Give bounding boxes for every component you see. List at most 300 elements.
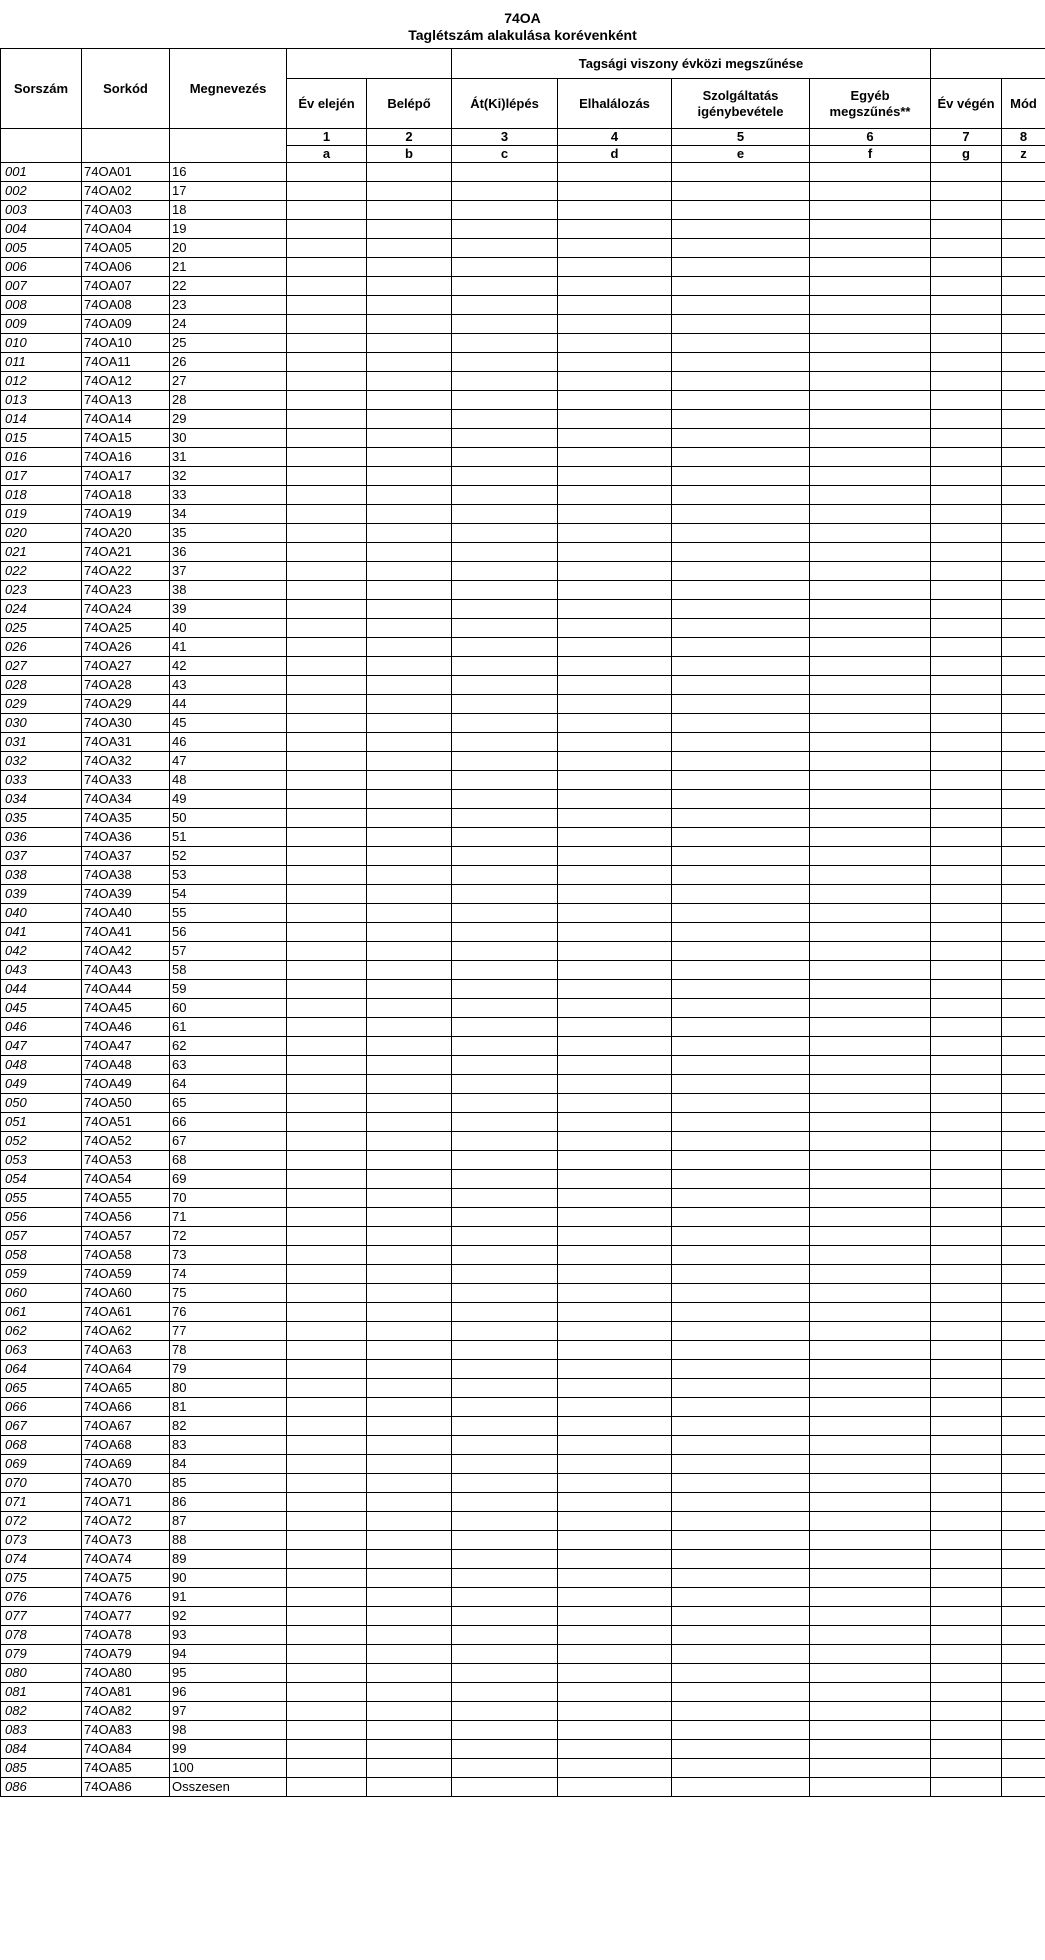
input-cell[interactable] bbox=[931, 1284, 1002, 1303]
input-cell[interactable] bbox=[452, 676, 558, 695]
input-cell[interactable] bbox=[558, 1531, 672, 1550]
input-cell[interactable] bbox=[931, 1721, 1002, 1740]
input-cell[interactable] bbox=[672, 524, 810, 543]
input-cell[interactable] bbox=[367, 904, 452, 923]
input-cell[interactable] bbox=[672, 410, 810, 429]
input-cell[interactable] bbox=[672, 1360, 810, 1379]
input-cell[interactable] bbox=[558, 163, 672, 182]
input-cell[interactable] bbox=[672, 657, 810, 676]
input-cell[interactable] bbox=[810, 1550, 931, 1569]
input-cell[interactable] bbox=[931, 1075, 1002, 1094]
input-cell[interactable] bbox=[287, 581, 367, 600]
input-cell[interactable] bbox=[558, 1227, 672, 1246]
input-cell[interactable] bbox=[287, 1265, 367, 1284]
input-cell[interactable] bbox=[672, 1075, 810, 1094]
input-cell[interactable] bbox=[452, 1493, 558, 1512]
input-cell[interactable] bbox=[672, 1094, 810, 1113]
input-cell[interactable] bbox=[452, 163, 558, 182]
input-cell[interactable] bbox=[672, 1702, 810, 1721]
input-cell[interactable] bbox=[452, 353, 558, 372]
input-cell[interactable] bbox=[367, 315, 452, 334]
input-cell[interactable] bbox=[287, 1778, 367, 1797]
input-cell[interactable] bbox=[1002, 1417, 1045, 1436]
input-cell[interactable] bbox=[1002, 1550, 1045, 1569]
input-cell[interactable] bbox=[452, 828, 558, 847]
input-cell[interactable] bbox=[810, 239, 931, 258]
input-cell[interactable] bbox=[367, 1170, 452, 1189]
input-cell[interactable] bbox=[558, 1132, 672, 1151]
input-cell[interactable] bbox=[810, 714, 931, 733]
input-cell[interactable] bbox=[672, 619, 810, 638]
input-cell[interactable] bbox=[672, 733, 810, 752]
input-cell[interactable] bbox=[931, 619, 1002, 638]
input-cell[interactable] bbox=[367, 1664, 452, 1683]
input-cell[interactable] bbox=[367, 239, 452, 258]
input-cell[interactable] bbox=[367, 1018, 452, 1037]
input-cell[interactable] bbox=[1002, 277, 1045, 296]
input-cell[interactable] bbox=[931, 1151, 1002, 1170]
input-cell[interactable] bbox=[1002, 961, 1045, 980]
input-cell[interactable] bbox=[931, 904, 1002, 923]
input-cell[interactable] bbox=[1002, 847, 1045, 866]
input-cell[interactable] bbox=[367, 334, 452, 353]
input-cell[interactable] bbox=[452, 391, 558, 410]
input-cell[interactable] bbox=[367, 448, 452, 467]
input-cell[interactable] bbox=[367, 163, 452, 182]
input-cell[interactable] bbox=[810, 1075, 931, 1094]
input-cell[interactable] bbox=[931, 1037, 1002, 1056]
input-cell[interactable] bbox=[1002, 1018, 1045, 1037]
input-cell[interactable] bbox=[810, 1189, 931, 1208]
input-cell[interactable] bbox=[672, 1493, 810, 1512]
input-cell[interactable] bbox=[931, 1455, 1002, 1474]
input-cell[interactable] bbox=[810, 1626, 931, 1645]
input-cell[interactable] bbox=[287, 695, 367, 714]
input-cell[interactable] bbox=[367, 391, 452, 410]
input-cell[interactable] bbox=[452, 1018, 558, 1037]
input-cell[interactable] bbox=[558, 1322, 672, 1341]
input-cell[interactable] bbox=[672, 486, 810, 505]
input-cell[interactable] bbox=[1002, 1645, 1045, 1664]
input-cell[interactable] bbox=[1002, 1170, 1045, 1189]
input-cell[interactable] bbox=[810, 524, 931, 543]
input-cell[interactable] bbox=[1002, 410, 1045, 429]
input-cell[interactable] bbox=[810, 1094, 931, 1113]
input-cell[interactable] bbox=[1002, 1455, 1045, 1474]
input-cell[interactable] bbox=[1002, 429, 1045, 448]
input-cell[interactable] bbox=[672, 258, 810, 277]
input-cell[interactable] bbox=[452, 220, 558, 239]
input-cell[interactable] bbox=[931, 258, 1002, 277]
input-cell[interactable] bbox=[287, 657, 367, 676]
input-cell[interactable] bbox=[931, 866, 1002, 885]
input-cell[interactable] bbox=[810, 695, 931, 714]
input-cell[interactable] bbox=[1002, 1626, 1045, 1645]
input-cell[interactable] bbox=[367, 296, 452, 315]
input-cell[interactable] bbox=[672, 1132, 810, 1151]
input-cell[interactable] bbox=[367, 1531, 452, 1550]
input-cell[interactable] bbox=[452, 714, 558, 733]
input-cell[interactable] bbox=[287, 1208, 367, 1227]
input-cell[interactable] bbox=[1002, 1341, 1045, 1360]
input-cell[interactable] bbox=[672, 239, 810, 258]
input-cell[interactable] bbox=[931, 714, 1002, 733]
input-cell[interactable] bbox=[810, 543, 931, 562]
input-cell[interactable] bbox=[558, 1455, 672, 1474]
input-cell[interactable] bbox=[287, 1379, 367, 1398]
input-cell[interactable] bbox=[672, 1056, 810, 1075]
input-cell[interactable] bbox=[367, 828, 452, 847]
input-cell[interactable] bbox=[287, 315, 367, 334]
input-cell[interactable] bbox=[1002, 1132, 1045, 1151]
input-cell[interactable] bbox=[558, 600, 672, 619]
input-cell[interactable] bbox=[287, 163, 367, 182]
input-cell[interactable] bbox=[452, 334, 558, 353]
input-cell[interactable] bbox=[367, 1132, 452, 1151]
input-cell[interactable] bbox=[1002, 790, 1045, 809]
input-cell[interactable] bbox=[810, 562, 931, 581]
input-cell[interactable] bbox=[452, 1094, 558, 1113]
input-cell[interactable] bbox=[287, 1607, 367, 1626]
input-cell[interactable] bbox=[672, 1246, 810, 1265]
input-cell[interactable] bbox=[287, 1626, 367, 1645]
input-cell[interactable] bbox=[452, 1626, 558, 1645]
input-cell[interactable] bbox=[452, 524, 558, 543]
input-cell[interactable] bbox=[367, 1569, 452, 1588]
input-cell[interactable] bbox=[672, 790, 810, 809]
input-cell[interactable] bbox=[1002, 296, 1045, 315]
input-cell[interactable] bbox=[452, 581, 558, 600]
input-cell[interactable] bbox=[452, 752, 558, 771]
input-cell[interactable] bbox=[1002, 1607, 1045, 1626]
input-cell[interactable] bbox=[452, 809, 558, 828]
input-cell[interactable] bbox=[558, 1379, 672, 1398]
input-cell[interactable] bbox=[558, 866, 672, 885]
input-cell[interactable] bbox=[558, 1607, 672, 1626]
input-cell[interactable] bbox=[287, 1170, 367, 1189]
input-cell[interactable] bbox=[931, 1645, 1002, 1664]
input-cell[interactable] bbox=[810, 828, 931, 847]
input-cell[interactable] bbox=[1002, 1189, 1045, 1208]
input-cell[interactable] bbox=[367, 771, 452, 790]
input-cell[interactable] bbox=[931, 524, 1002, 543]
input-cell[interactable] bbox=[672, 1379, 810, 1398]
input-cell[interactable] bbox=[558, 1474, 672, 1493]
input-cell[interactable] bbox=[558, 1113, 672, 1132]
input-cell[interactable] bbox=[810, 771, 931, 790]
input-cell[interactable] bbox=[558, 1284, 672, 1303]
input-cell[interactable] bbox=[810, 258, 931, 277]
input-cell[interactable] bbox=[1002, 163, 1045, 182]
input-cell[interactable] bbox=[367, 1721, 452, 1740]
input-cell[interactable] bbox=[367, 1474, 452, 1493]
input-cell[interactable] bbox=[810, 163, 931, 182]
input-cell[interactable] bbox=[1002, 714, 1045, 733]
input-cell[interactable] bbox=[367, 1607, 452, 1626]
input-cell[interactable] bbox=[367, 1550, 452, 1569]
input-cell[interactable] bbox=[287, 467, 367, 486]
input-cell[interactable] bbox=[558, 524, 672, 543]
input-cell[interactable] bbox=[810, 353, 931, 372]
input-cell[interactable] bbox=[672, 923, 810, 942]
input-cell[interactable] bbox=[287, 923, 367, 942]
input-cell[interactable] bbox=[452, 1189, 558, 1208]
input-cell[interactable] bbox=[1002, 942, 1045, 961]
input-cell[interactable] bbox=[1002, 1284, 1045, 1303]
input-cell[interactable] bbox=[672, 752, 810, 771]
input-cell[interactable] bbox=[931, 1360, 1002, 1379]
input-cell[interactable] bbox=[558, 1683, 672, 1702]
input-cell[interactable] bbox=[1002, 334, 1045, 353]
input-cell[interactable] bbox=[287, 1512, 367, 1531]
input-cell[interactable] bbox=[810, 676, 931, 695]
input-cell[interactable] bbox=[810, 961, 931, 980]
input-cell[interactable] bbox=[558, 182, 672, 201]
input-cell[interactable] bbox=[367, 1037, 452, 1056]
input-cell[interactable] bbox=[931, 1417, 1002, 1436]
input-cell[interactable] bbox=[558, 1094, 672, 1113]
input-cell[interactable] bbox=[1002, 258, 1045, 277]
input-cell[interactable] bbox=[367, 1493, 452, 1512]
input-cell[interactable] bbox=[672, 1721, 810, 1740]
input-cell[interactable] bbox=[672, 999, 810, 1018]
input-cell[interactable] bbox=[558, 676, 672, 695]
input-cell[interactable] bbox=[287, 1341, 367, 1360]
input-cell[interactable] bbox=[672, 1550, 810, 1569]
input-cell[interactable] bbox=[810, 334, 931, 353]
input-cell[interactable] bbox=[810, 1037, 931, 1056]
input-cell[interactable] bbox=[452, 866, 558, 885]
input-cell[interactable] bbox=[558, 1037, 672, 1056]
input-cell[interactable] bbox=[558, 1645, 672, 1664]
input-cell[interactable] bbox=[452, 695, 558, 714]
input-cell[interactable] bbox=[287, 828, 367, 847]
input-cell[interactable] bbox=[452, 1341, 558, 1360]
input-cell[interactable] bbox=[672, 1398, 810, 1417]
input-cell[interactable] bbox=[452, 1113, 558, 1132]
input-cell[interactable] bbox=[558, 847, 672, 866]
input-cell[interactable] bbox=[931, 1379, 1002, 1398]
input-cell[interactable] bbox=[931, 1512, 1002, 1531]
input-cell[interactable] bbox=[287, 448, 367, 467]
input-cell[interactable] bbox=[810, 1436, 931, 1455]
input-cell[interactable] bbox=[287, 182, 367, 201]
input-cell[interactable] bbox=[672, 1759, 810, 1778]
input-cell[interactable] bbox=[1002, 353, 1045, 372]
input-cell[interactable] bbox=[287, 1702, 367, 1721]
input-cell[interactable] bbox=[558, 999, 672, 1018]
input-cell[interactable] bbox=[810, 1740, 931, 1759]
input-cell[interactable] bbox=[287, 1151, 367, 1170]
input-cell[interactable] bbox=[672, 543, 810, 562]
input-cell[interactable] bbox=[287, 1227, 367, 1246]
input-cell[interactable] bbox=[452, 467, 558, 486]
input-cell[interactable] bbox=[810, 752, 931, 771]
input-cell[interactable] bbox=[931, 505, 1002, 524]
input-cell[interactable] bbox=[367, 372, 452, 391]
input-cell[interactable] bbox=[558, 277, 672, 296]
input-cell[interactable] bbox=[287, 391, 367, 410]
input-cell[interactable] bbox=[810, 410, 931, 429]
input-cell[interactable] bbox=[287, 638, 367, 657]
input-cell[interactable] bbox=[931, 828, 1002, 847]
input-cell[interactable] bbox=[931, 1626, 1002, 1645]
input-cell[interactable] bbox=[672, 1208, 810, 1227]
input-cell[interactable] bbox=[672, 828, 810, 847]
input-cell[interactable] bbox=[452, 201, 558, 220]
input-cell[interactable] bbox=[287, 961, 367, 980]
input-cell[interactable] bbox=[287, 1474, 367, 1493]
input-cell[interactable] bbox=[367, 657, 452, 676]
input-cell[interactable] bbox=[452, 505, 558, 524]
input-cell[interactable] bbox=[931, 543, 1002, 562]
input-cell[interactable] bbox=[367, 1360, 452, 1379]
input-cell[interactable] bbox=[1002, 733, 1045, 752]
input-cell[interactable] bbox=[672, 600, 810, 619]
input-cell[interactable] bbox=[931, 1094, 1002, 1113]
input-cell[interactable] bbox=[452, 182, 558, 201]
input-cell[interactable] bbox=[367, 543, 452, 562]
input-cell[interactable] bbox=[287, 1075, 367, 1094]
input-cell[interactable] bbox=[367, 220, 452, 239]
input-cell[interactable] bbox=[367, 1265, 452, 1284]
input-cell[interactable] bbox=[672, 277, 810, 296]
input-cell[interactable] bbox=[1002, 182, 1045, 201]
input-cell[interactable] bbox=[810, 1721, 931, 1740]
input-cell[interactable] bbox=[287, 1322, 367, 1341]
input-cell[interactable] bbox=[810, 467, 931, 486]
input-cell[interactable] bbox=[1002, 1683, 1045, 1702]
input-cell[interactable] bbox=[452, 923, 558, 942]
input-cell[interactable] bbox=[452, 543, 558, 562]
input-cell[interactable] bbox=[810, 486, 931, 505]
input-cell[interactable] bbox=[1002, 771, 1045, 790]
input-cell[interactable] bbox=[1002, 1322, 1045, 1341]
input-cell[interactable] bbox=[931, 467, 1002, 486]
input-cell[interactable] bbox=[672, 562, 810, 581]
input-cell[interactable] bbox=[367, 1094, 452, 1113]
input-cell[interactable] bbox=[558, 1569, 672, 1588]
input-cell[interactable] bbox=[672, 809, 810, 828]
input-cell[interactable] bbox=[452, 1607, 558, 1626]
input-cell[interactable] bbox=[287, 1303, 367, 1322]
input-cell[interactable] bbox=[558, 961, 672, 980]
input-cell[interactable] bbox=[931, 201, 1002, 220]
input-cell[interactable] bbox=[558, 809, 672, 828]
input-cell[interactable] bbox=[810, 1246, 931, 1265]
input-cell[interactable] bbox=[1002, 904, 1045, 923]
input-cell[interactable] bbox=[931, 277, 1002, 296]
input-cell[interactable] bbox=[367, 1341, 452, 1360]
input-cell[interactable] bbox=[931, 1056, 1002, 1075]
input-cell[interactable] bbox=[452, 1208, 558, 1227]
input-cell[interactable] bbox=[287, 201, 367, 220]
input-cell[interactable] bbox=[558, 1398, 672, 1417]
input-cell[interactable] bbox=[672, 429, 810, 448]
input-cell[interactable] bbox=[810, 1341, 931, 1360]
input-cell[interactable] bbox=[1002, 1227, 1045, 1246]
input-cell[interactable] bbox=[810, 1379, 931, 1398]
input-cell[interactable] bbox=[672, 163, 810, 182]
input-cell[interactable] bbox=[672, 1227, 810, 1246]
input-cell[interactable] bbox=[367, 1322, 452, 1341]
input-cell[interactable] bbox=[287, 866, 367, 885]
input-cell[interactable] bbox=[287, 733, 367, 752]
input-cell[interactable] bbox=[558, 885, 672, 904]
input-cell[interactable] bbox=[672, 1037, 810, 1056]
input-cell[interactable] bbox=[1002, 1208, 1045, 1227]
input-cell[interactable] bbox=[672, 904, 810, 923]
input-cell[interactable] bbox=[1002, 638, 1045, 657]
input-cell[interactable] bbox=[287, 505, 367, 524]
input-cell[interactable] bbox=[287, 486, 367, 505]
input-cell[interactable] bbox=[810, 448, 931, 467]
input-cell[interactable] bbox=[558, 1208, 672, 1227]
input-cell[interactable] bbox=[452, 942, 558, 961]
input-cell[interactable] bbox=[672, 1778, 810, 1797]
input-cell[interactable] bbox=[1002, 1474, 1045, 1493]
input-cell[interactable] bbox=[931, 1493, 1002, 1512]
input-cell[interactable] bbox=[672, 847, 810, 866]
input-cell[interactable] bbox=[558, 1740, 672, 1759]
input-cell[interactable] bbox=[810, 1702, 931, 1721]
input-cell[interactable] bbox=[672, 714, 810, 733]
input-cell[interactable] bbox=[287, 714, 367, 733]
input-cell[interactable] bbox=[672, 1284, 810, 1303]
input-cell[interactable] bbox=[367, 1455, 452, 1474]
input-cell[interactable] bbox=[931, 429, 1002, 448]
input-cell[interactable] bbox=[1002, 980, 1045, 999]
input-cell[interactable] bbox=[287, 847, 367, 866]
input-cell[interactable] bbox=[931, 1322, 1002, 1341]
input-cell[interactable] bbox=[672, 1341, 810, 1360]
input-cell[interactable] bbox=[931, 1265, 1002, 1284]
input-cell[interactable] bbox=[931, 1759, 1002, 1778]
input-cell[interactable] bbox=[1002, 809, 1045, 828]
input-cell[interactable] bbox=[1002, 1151, 1045, 1170]
input-cell[interactable] bbox=[931, 1702, 1002, 1721]
input-cell[interactable] bbox=[810, 372, 931, 391]
input-cell[interactable] bbox=[672, 182, 810, 201]
input-cell[interactable] bbox=[931, 961, 1002, 980]
input-cell[interactable] bbox=[558, 695, 672, 714]
input-cell[interactable] bbox=[810, 182, 931, 201]
input-cell[interactable] bbox=[1002, 1664, 1045, 1683]
input-cell[interactable] bbox=[931, 1588, 1002, 1607]
input-cell[interactable] bbox=[672, 980, 810, 999]
input-cell[interactable] bbox=[810, 1645, 931, 1664]
input-cell[interactable] bbox=[1002, 467, 1045, 486]
input-cell[interactable] bbox=[287, 752, 367, 771]
input-cell[interactable] bbox=[558, 505, 672, 524]
input-cell[interactable] bbox=[810, 1417, 931, 1436]
input-cell[interactable] bbox=[1002, 695, 1045, 714]
input-cell[interactable] bbox=[931, 353, 1002, 372]
input-cell[interactable] bbox=[287, 1037, 367, 1056]
input-cell[interactable] bbox=[452, 1417, 558, 1436]
input-cell[interactable] bbox=[452, 258, 558, 277]
input-cell[interactable] bbox=[452, 904, 558, 923]
input-cell[interactable] bbox=[810, 1265, 931, 1284]
input-cell[interactable] bbox=[452, 1531, 558, 1550]
input-cell[interactable] bbox=[1002, 828, 1045, 847]
input-cell[interactable] bbox=[672, 1607, 810, 1626]
input-cell[interactable] bbox=[287, 524, 367, 543]
input-cell[interactable] bbox=[287, 334, 367, 353]
input-cell[interactable] bbox=[452, 1740, 558, 1759]
input-cell[interactable] bbox=[810, 1607, 931, 1626]
input-cell[interactable] bbox=[931, 486, 1002, 505]
